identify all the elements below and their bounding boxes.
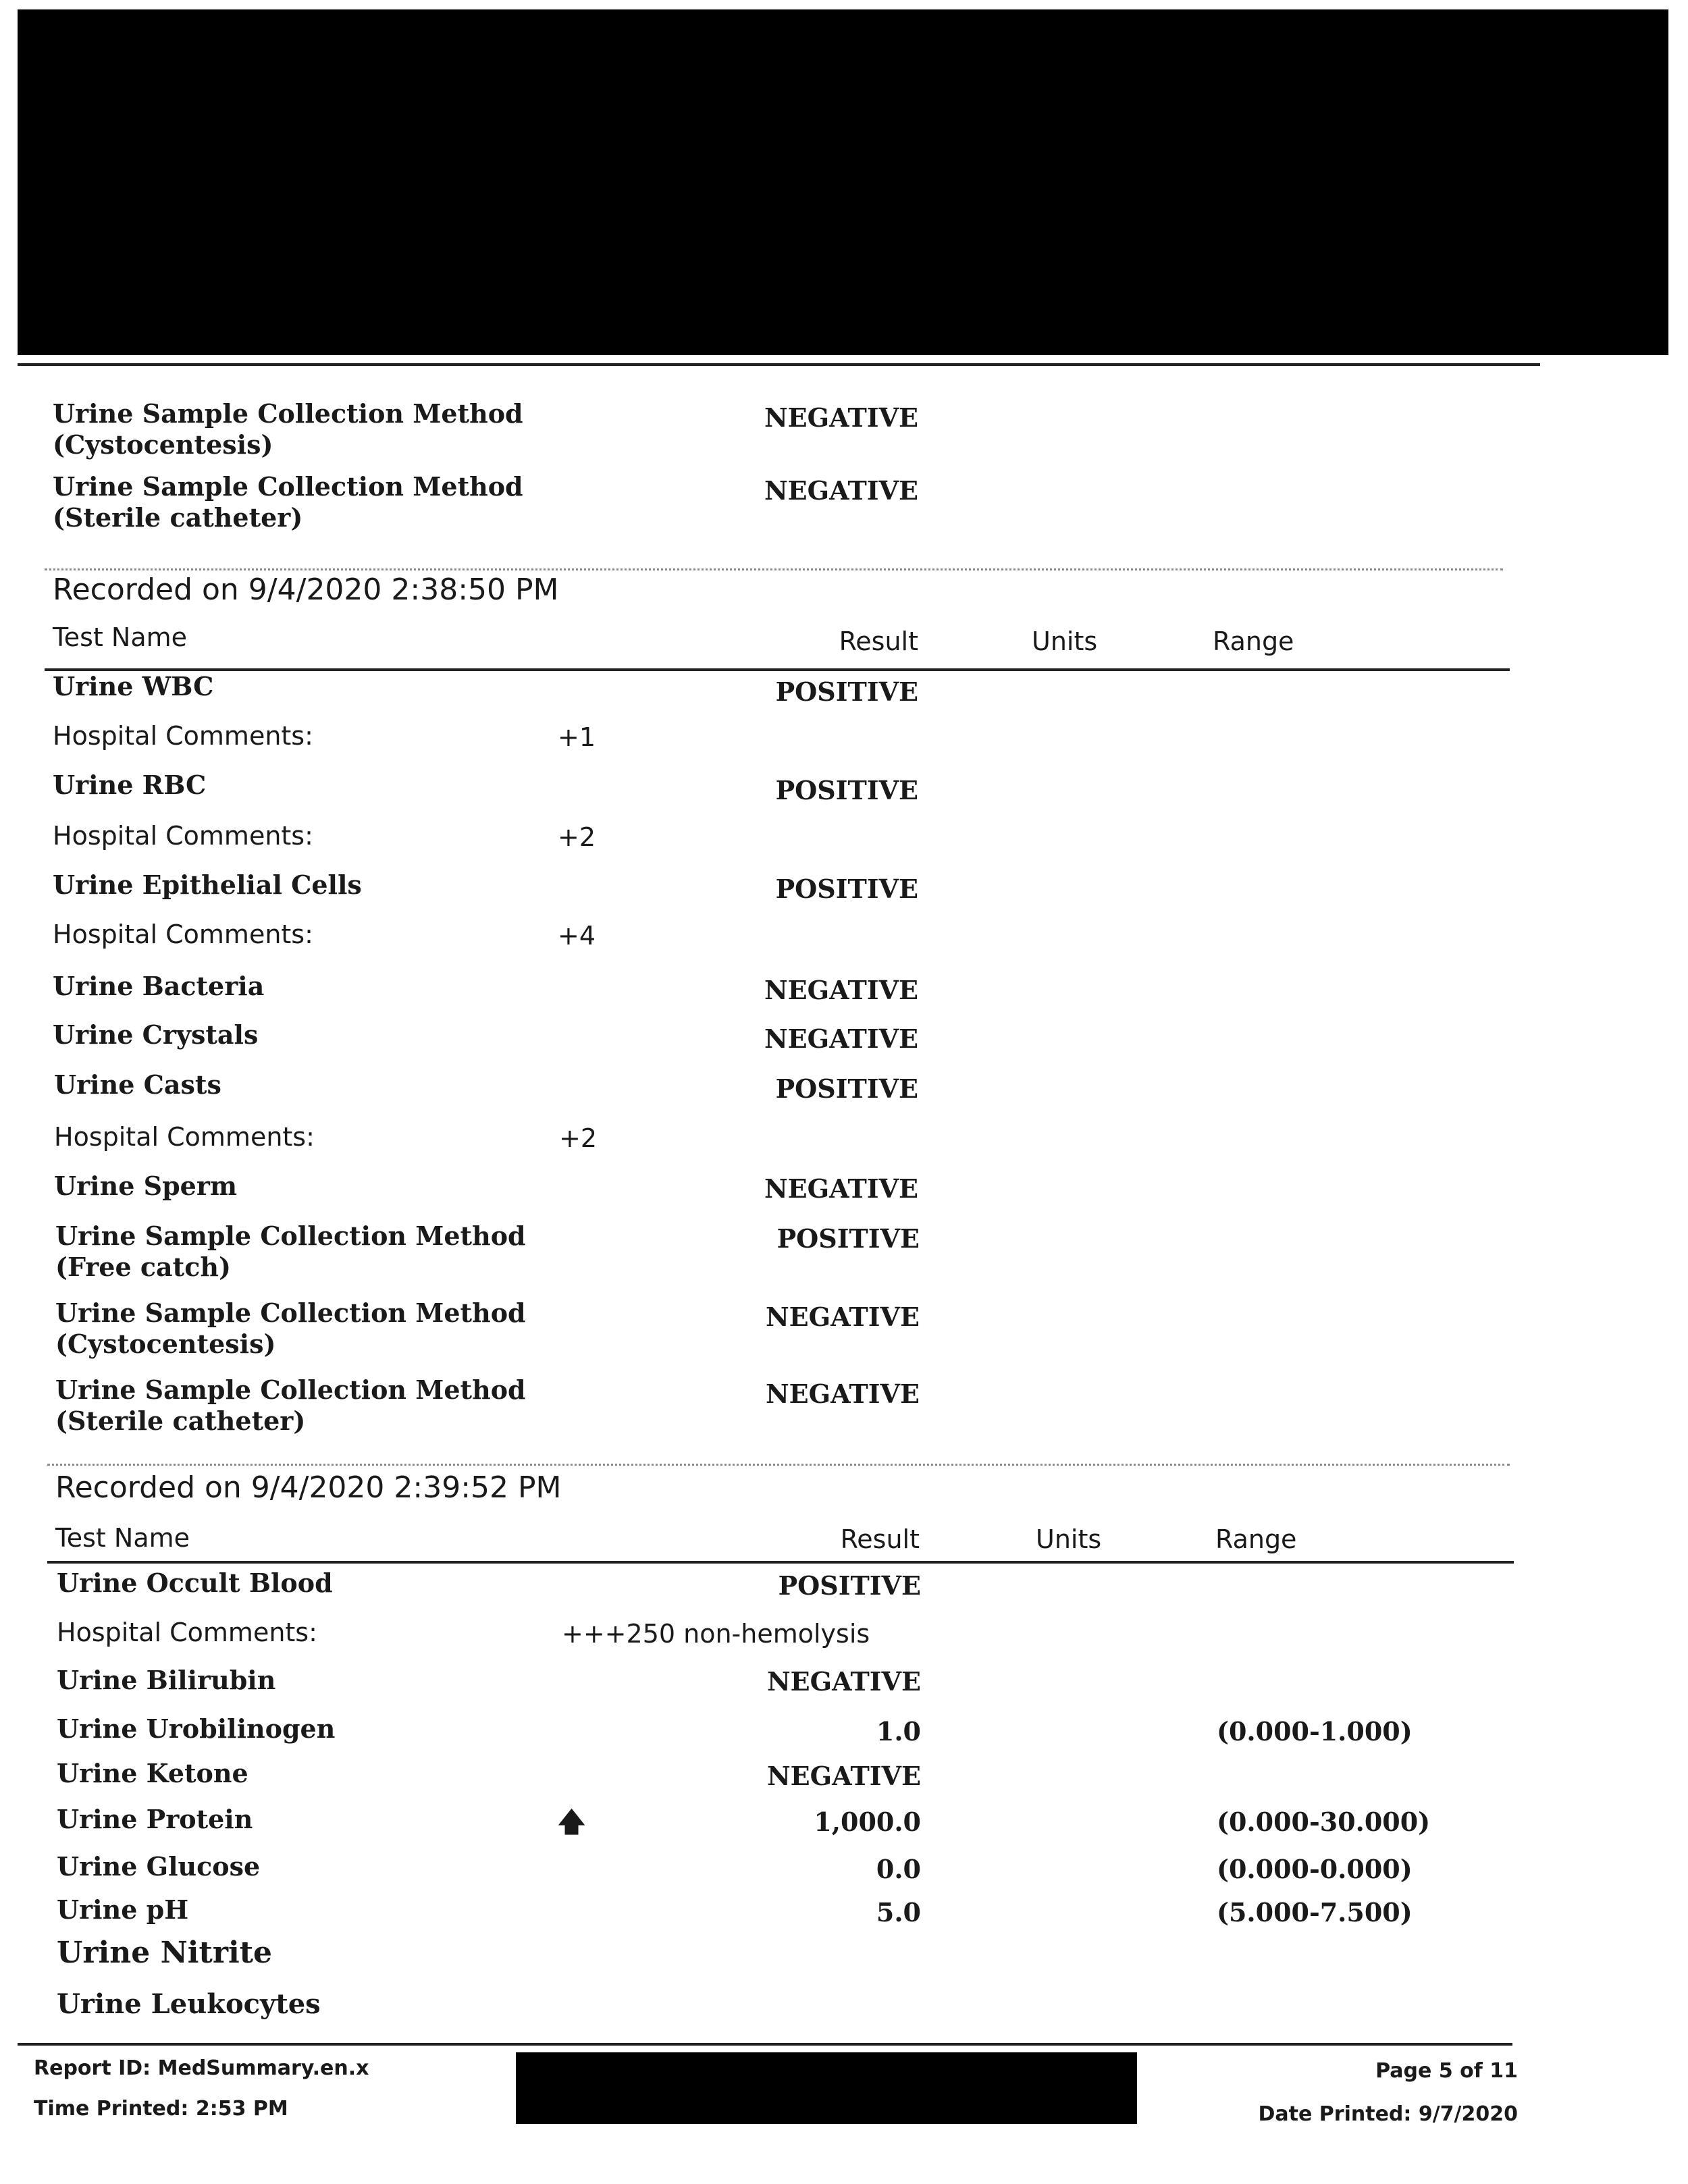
section-divider [47, 1464, 1510, 1466]
footer-rule [18, 2043, 1512, 2046]
test-name: Urine WBC [53, 671, 214, 701]
test-name: Urine Bilirubin [57, 1665, 276, 1695]
hospital-comments-label: Hospital Comments: [53, 920, 313, 949]
hospital-comment-value: +4 [558, 921, 596, 951]
col-header-result: Result [840, 1524, 920, 1554]
test-result: POSITIVE [775, 775, 918, 805]
test-result: 1,000.0 [814, 1807, 921, 1837]
section-divider [45, 568, 1503, 570]
test-name: Urine pH [57, 1894, 189, 1925]
test-name: Urine Sample Collection Method (Sterile catheter) [55, 1375, 526, 1436]
test-result: 5.0 [876, 1897, 921, 1927]
test-name: Urine Casts [54, 1069, 221, 1100]
page-number: Page 5 of 11 [1375, 2059, 1518, 2083]
header-rule [18, 363, 1540, 366]
table-header-rule [47, 1561, 1514, 1564]
test-name: Urine Nitrite [57, 1936, 273, 1970]
col-header-units: Units [1032, 627, 1098, 656]
col-header-test-name: Test Name [55, 1523, 190, 1553]
col-header-test-name: Test Name [53, 622, 188, 652]
test-name: Urine Sample Collection Method (Cystocentesis) [55, 1298, 526, 1359]
recorded-timestamp: Recorded on 9/4/2020 2:38:50 PM [53, 572, 559, 607]
test-result: NEGATIVE [764, 1173, 918, 1204]
test-result: POSITIVE [776, 1223, 920, 1254]
test-result: POSITIVE [778, 1570, 921, 1601]
test-result: 0.0 [876, 1854, 921, 1884]
test-name: Urine Crystals [53, 1019, 259, 1050]
test-name: Urine Bacteria [53, 971, 265, 1001]
test-name: Urine Glucose [57, 1851, 261, 1882]
test-result: NEGATIVE [765, 1302, 920, 1332]
hospital-comments-label: Hospital Comments: [54, 1122, 315, 1152]
recorded-timestamp: Recorded on 9/4/2020 2:39:52 PM [55, 1470, 562, 1505]
test-result: 1.0 [876, 1716, 921, 1747]
reference-range: (5.000-7.500) [1217, 1897, 1413, 1927]
table-header-rule [45, 668, 1510, 671]
test-name: Urine Occult Blood [57, 1568, 333, 1598]
hospital-comments-label: Hospital Comments: [53, 721, 313, 751]
test-name: Urine Sample Collection Method (Sterile catheter) [53, 471, 523, 533]
date-printed: Date Printed: 9/7/2020 [1258, 2102, 1518, 2126]
test-name: Urine Leukocytes [57, 1988, 321, 2020]
test-result: NEGATIVE [765, 1379, 920, 1409]
col-header-range: Range [1215, 1524, 1297, 1554]
hospital-comments-label: Hospital Comments: [57, 1618, 317, 1647]
hospital-comment-value: +1 [558, 722, 596, 752]
reference-range: (0.000-0.000) [1217, 1854, 1413, 1884]
test-result: POSITIVE [775, 874, 918, 904]
test-result: NEGATIVE [764, 975, 918, 1005]
test-result: POSITIVE [775, 676, 918, 707]
high-flag-arrow-icon: 🡅 [558, 1806, 586, 1838]
hospital-comment-value: +2 [558, 822, 596, 852]
time-printed: Time Printed: 2:53 PM [34, 2097, 288, 2121]
test-result: NEGATIVE [766, 1761, 921, 1791]
test-name: Urine Sample Collection Method (Cystocentesis) [53, 398, 523, 460]
hospital-comment-value: +++250 non-hemolysis [562, 1619, 870, 1649]
test-name: Urine Ketone [57, 1758, 248, 1788]
test-name: Urine Protein [57, 1804, 253, 1834]
col-header-range: Range [1213, 627, 1294, 656]
col-header-result: Result [839, 627, 918, 656]
redacted-footer-block [516, 2052, 1137, 2124]
test-name: Urine Urobilinogen [57, 1713, 336, 1744]
col-header-units: Units [1036, 1524, 1102, 1554]
reference-range: (0.000-1.000) [1217, 1716, 1413, 1747]
reference-range: (0.000-30.000) [1217, 1807, 1431, 1837]
test-name: Urine Sperm [54, 1171, 238, 1201]
hospital-comment-value: +2 [559, 1123, 598, 1153]
hospital-comments-label: Hospital Comments: [53, 821, 313, 851]
test-name: Urine Sample Collection Method (Free catch) [55, 1221, 526, 1282]
report-id: Report ID: MedSummary.en.x [34, 2056, 369, 2080]
test-result: NEGATIVE [764, 402, 918, 433]
test-result: POSITIVE [775, 1073, 918, 1104]
test-result: NEGATIVE [764, 1023, 918, 1054]
test-result: NEGATIVE [764, 475, 918, 506]
test-result: NEGATIVE [766, 1666, 921, 1697]
test-name: Urine RBC [53, 770, 207, 800]
redacted-header-block [18, 9, 1668, 355]
test-name: Urine Epithelial Cells [53, 870, 362, 900]
